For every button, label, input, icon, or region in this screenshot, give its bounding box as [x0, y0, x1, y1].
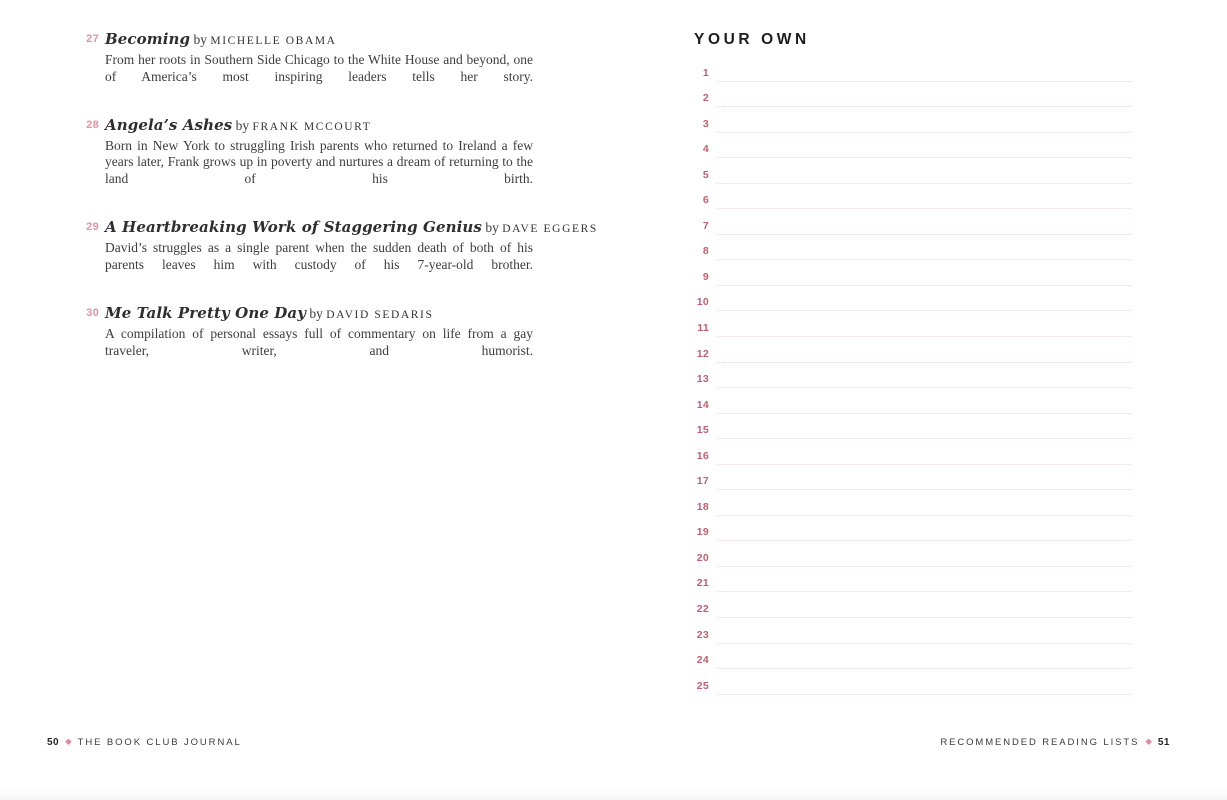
book-title: Angela’s Ashes: [105, 115, 233, 134]
blank-list-row: [694, 647, 1131, 673]
book-author: MICHELLE OBAMA: [210, 35, 337, 47]
row-number: 9: [702, 270, 709, 283]
reading-list-entry: [85, 116, 533, 204]
book-description: A compilation of personal essays full of commentary on life from a gay traveler, writer, and humorist.: [105, 325, 533, 358]
diamond-icon: ◆: [1145, 736, 1152, 746]
footer-book-title: THE BOOK CLUB JOURNAL: [77, 737, 242, 748]
blank-list-row: [694, 417, 1131, 443]
blank-list-row: [694, 161, 1131, 187]
blank-list-row: [694, 442, 1131, 468]
row-number: 13: [696, 373, 709, 386]
book-author: DAVID SEDARIS: [326, 308, 434, 321]
blank-write-line: [716, 515, 1131, 516]
blank-write-line: [716, 438, 1131, 439]
entry-title-row: [105, 304, 533, 323]
blank-write-line: [716, 540, 1131, 541]
entry-number: 28: [86, 118, 99, 131]
row-number: 5: [702, 168, 709, 181]
row-number: 2: [702, 92, 709, 105]
blank-list-row: [694, 314, 1131, 340]
entry-title-row: [105, 218, 598, 237]
book-author: FRANK MCCOURT: [252, 120, 372, 133]
row-number: 19: [696, 526, 709, 539]
blank-list-row: [694, 187, 1131, 213]
blank-list-row: [694, 621, 1131, 647]
entry-number: 30: [86, 306, 99, 319]
entry-number: 27: [86, 33, 99, 45]
entry-title-row: [105, 116, 533, 135]
blank-list-row: [694, 570, 1131, 596]
blank-write-line: [716, 81, 1131, 82]
diamond-icon: ◆: [65, 736, 72, 746]
by-label: by: [235, 117, 250, 133]
blank-list-row: [694, 238, 1131, 264]
reading-list-entry: [85, 30, 533, 102]
blank-list-row: [694, 263, 1131, 289]
blank-write-line: [716, 132, 1131, 133]
blank-list-row: [694, 544, 1131, 570]
blank-write-line: [716, 591, 1131, 592]
blank-write-line: [716, 157, 1131, 158]
row-number: 8: [702, 245, 709, 258]
by-label: by: [309, 305, 323, 321]
row-number: 20: [696, 551, 709, 564]
footer-right: [940, 737, 1170, 748]
blank-list-row: [694, 672, 1131, 698]
row-number: 10: [696, 296, 709, 309]
entry-number: 29: [86, 221, 99, 234]
row-number: 17: [696, 475, 709, 488]
blank-write-line: [716, 464, 1131, 465]
reading-list-entry: [85, 304, 533, 376]
page-number-left: 50: [47, 737, 60, 748]
row-number: 23: [696, 628, 709, 641]
by-label: by: [193, 32, 207, 47]
row-number: 4: [702, 143, 709, 156]
row-number: 25: [696, 679, 709, 692]
footer-section-title: RECOMMENDED READING LISTS: [940, 737, 1140, 748]
by-label: by: [485, 220, 499, 236]
book-description: David’s struggles as a single parent when the sudden death of both of his parents leaves him with custody of his 7-year-old brother.: [105, 240, 533, 272]
blank-list-row: [694, 391, 1131, 417]
row-number: 1: [702, 66, 709, 79]
blank-write-line: [716, 413, 1131, 414]
blank-write-line: [716, 643, 1131, 644]
blank-write-line: [716, 336, 1131, 337]
book-title: Me Talk Pretty One Day: [105, 303, 307, 322]
blank-write-line: [716, 489, 1131, 490]
blank-list-row: [694, 85, 1131, 111]
row-number: 18: [696, 500, 709, 513]
row-number: 21: [696, 577, 709, 590]
blank-list-row: [694, 493, 1131, 519]
row-number: 22: [696, 603, 709, 616]
blank-list-row: [694, 136, 1131, 162]
blank-write-line: [716, 617, 1131, 618]
entry-title-row: [105, 30, 533, 49]
row-number: 16: [696, 449, 709, 462]
blank-write-line: [716, 234, 1131, 235]
blank-write-line: [716, 285, 1131, 286]
book-description: From her roots in Southern Side Chicago to the White House and beyond, one of America’s most inspiring leaders tells her story.: [105, 52, 533, 84]
blank-list-row: [694, 340, 1131, 366]
row-number: 6: [702, 194, 709, 207]
row-number: 14: [696, 398, 709, 411]
row-number: 11: [697, 322, 709, 335]
blank-write-line: [716, 259, 1131, 260]
row-number: 15: [696, 424, 709, 437]
blank-write-line: [716, 183, 1131, 184]
your-own-list: [694, 59, 1131, 698]
row-number: 7: [702, 219, 709, 232]
blank-write-line: [716, 566, 1131, 567]
blank-list-row: [694, 212, 1131, 238]
blank-list-row: [694, 59, 1131, 85]
blank-write-line: [716, 362, 1131, 363]
page-number-right: 51: [1157, 737, 1170, 748]
row-number: 24: [696, 654, 709, 667]
blank-list-row: [694, 519, 1131, 545]
blank-write-line: [716, 387, 1131, 388]
row-number: 3: [702, 117, 709, 130]
blank-list-row: [694, 289, 1131, 315]
blank-write-line: [716, 668, 1131, 669]
row-number: 12: [696, 347, 709, 360]
blank-list-row: [694, 110, 1131, 136]
blank-list-row: [694, 366, 1131, 392]
reading-list: [85, 30, 598, 390]
blank-list-row: [694, 468, 1131, 494]
reading-list-entry: [85, 218, 598, 290]
page-bottom-edge: [0, 788, 1227, 800]
book-description: Born in New York to struggling Irish parents who returned to Ireland a few years later, Frank grows up in poverty and nurtures a dream of returning to the land of his birth.: [105, 137, 533, 186]
blank-write-line: [716, 208, 1131, 209]
blank-list-row: [694, 595, 1131, 621]
footer-left: [47, 737, 242, 748]
book-title: A Heartbreaking Work of Staggering Genius: [105, 218, 482, 237]
your-own-heading: YOUR OWN: [694, 31, 810, 48]
blank-write-line: [716, 310, 1131, 311]
book-title: Becoming: [105, 30, 191, 48]
book-author: DAVE EGGERS: [502, 223, 598, 236]
blank-write-line: [716, 694, 1131, 695]
blank-write-line: [716, 106, 1131, 107]
